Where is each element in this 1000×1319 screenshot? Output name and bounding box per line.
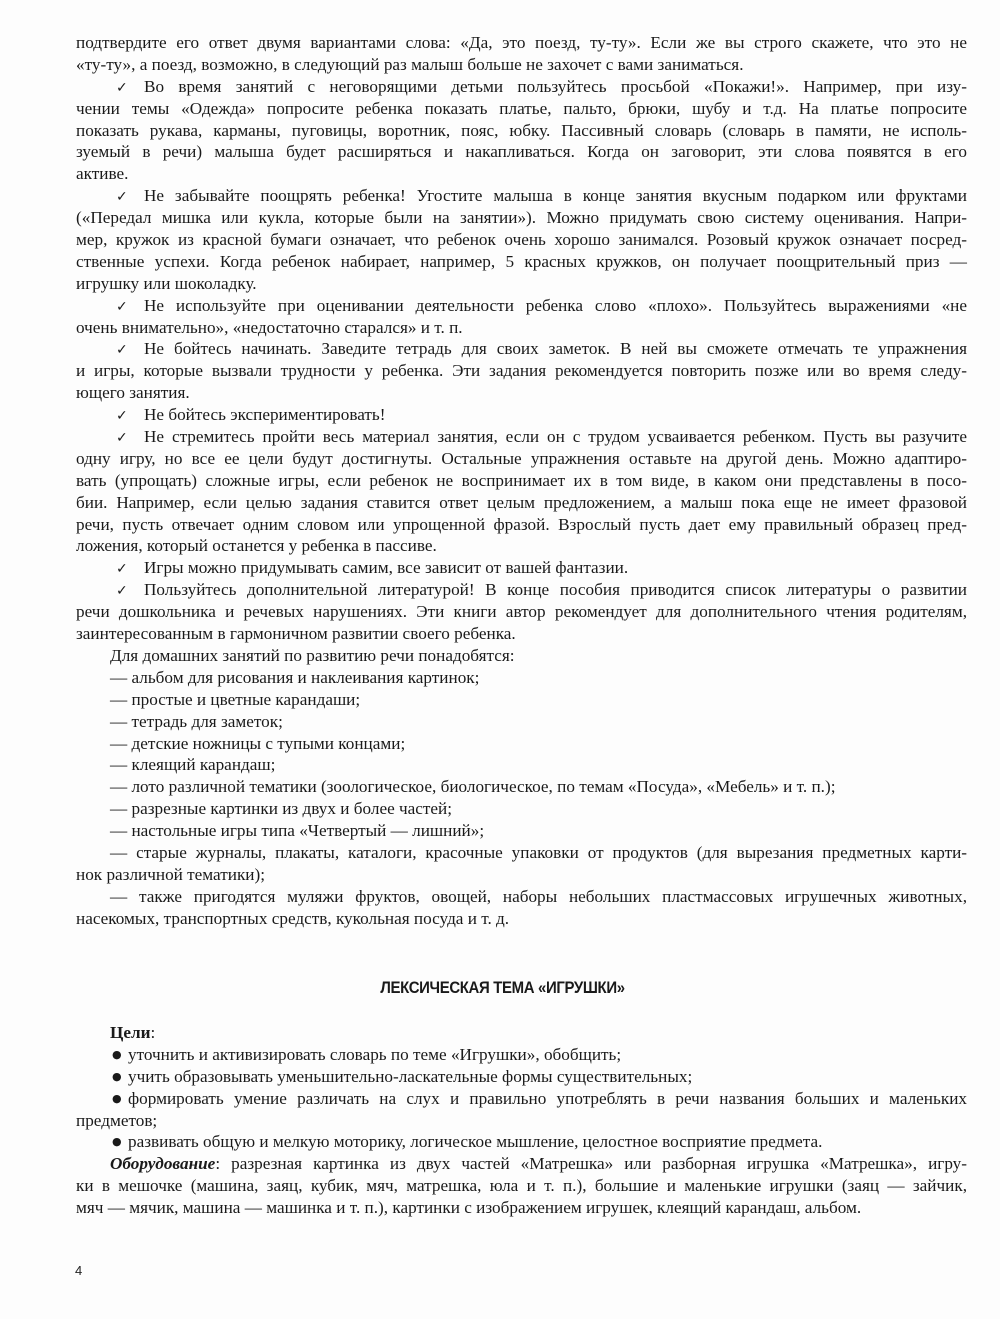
text-line: активе. (76, 164, 129, 184)
checkmark-icon: ✓ (116, 342, 128, 359)
page-number: 4 (75, 1263, 83, 1278)
text-line: — также пригодятся муляжи фруктов, овощей, наборы небольших пластмассовых игрушечных животных, (110, 886, 967, 906)
text-line: — тетрадь для заметок; (110, 711, 283, 731)
equipment-line: ки в мешочке (машина, заяц, кубик, мяч, матрешка, юла и т. п.), большие и маленькие игрушки (заяц — зайчик, (76, 1176, 967, 1196)
text-line: — лото различной тематики (зоологическое, биологическое, по темам «Посуда», «Мебель» и т. п.); (110, 777, 836, 797)
equipment-line: Оборудование: разрезная картинка из двух частей «Матрешка» или разборная игрушка «Матрешка», игру- (110, 1154, 967, 1174)
equipment-label: Оборудование (110, 1154, 216, 1174)
text-line: мер, кружок из красной бумаги означает, что ребенок очень хорошо занимался. Розовый кружок означает посред- (76, 230, 967, 250)
goal-item-continuation: предметов; (76, 1110, 158, 1130)
text-line: очень внимательно», «недостаточно старался» и т. п. (76, 317, 463, 337)
text-line: — старые журналы, плакаты, каталоги, красочные упаковки от продуктов (для вырезания предметных карти- (110, 842, 967, 862)
checklist-item-line: ✓ Не бойтесь начинать. Заведите тетрадь для своих заметок. В ней вы сможете отмечать те упражнения (76, 338, 967, 360)
text-line: и игры, которые вызвали трудности у ребенка. Эти задания рекомендуется повторить позже или во время следу- (76, 361, 967, 381)
text-line: бии. Например, если целью задания ставится ответ целым предложением, а малыш пока еще не имеет фразовой (76, 492, 967, 512)
section-heading: ЛЕКСИЧЕСКАЯ ТЕМА «ИГРУШКИ» (380, 978, 625, 997)
text-line: игрушку или шоколадку. (76, 273, 257, 293)
checklist-item-line: ✓ Пользуйтесь дополнительной литературой! В конце пособия приводится список литературы о развитии (76, 579, 967, 601)
text-line: ющего занятия. (76, 383, 190, 403)
text-line: подтвердите его ответ двумя вариантами слова: «Да, это поезд, ту-ту». Если же вы строго скажете, что это не (76, 33, 967, 52)
text-line: показать рукава, карманы, пуговицы, воротник, пояс, юбку. Пассивный словарь (словарь в памяти, не исполь- (76, 120, 967, 140)
checklist-item-line: ✓ Не забывайте поощрять ребенка! Угостите малыша в конце занятия вкусным подарком или фруктами (76, 185, 967, 207)
goal-item: ● формировать умение различать на слух и правильно употреблять в речи названия больших и маленьких (112, 1088, 967, 1108)
text-line: — разрезные картинки из двух и более частей; (110, 799, 453, 819)
checklist-item-line: ✓ Во время занятий с неговорящими детьми пользуйтесь просьбой «Покажи!». Например, при изу- (76, 76, 967, 98)
body-text (76, 32, 967, 930)
goals-title: Цели: (110, 1023, 156, 1042)
text-line: вать (упрощать) сложные игры, если ребенок не воспринимает их в том виде, в каком они представлены в посо- (76, 470, 967, 490)
text-line: заинтересованным в гармоничном развитии своего ребенка. (76, 624, 516, 644)
goals-block (76, 1022, 967, 1219)
text-line: насекомых, транспортных средств, кукольная посуда и т. д. (76, 908, 510, 928)
text-line: — простые и цветные карандаши; (110, 689, 361, 709)
checkmark-icon: ✓ (116, 430, 128, 447)
text-line: речи, пусть отвечает одним словом или упрощенной фразой. Взрослый пусть дает ему правильный образец пред- (76, 514, 967, 534)
text-line: нок различной тематики); (76, 864, 265, 884)
text-line: зуемый в речи) малыша будет расширяться и накапливаться. Когда он заговорит, эти слова появятся в его (76, 142, 967, 162)
text-line: («Передал мишка или кукла, которые были на занятии»). Можно придумать свою систему оценивания. Напри- (76, 208, 967, 228)
text-line: одну игру, но все ее цели будут достигнуты. Остальные упражнения оставьте на другой день. Можно адаптиро- (76, 448, 967, 468)
bullet-icon: ● (112, 1047, 122, 1061)
goal-item: ● уточнить и активизировать словарь по теме «Игрушки», обобщить; (112, 1044, 622, 1064)
text-line: чении темы «Одежда» попросите ребенка показать платье, пальто, брюки, шубу и т.д. На платье попросите (76, 98, 967, 118)
equipment-line: мяч — мячик, машина — машинка и т. п.), картинки с изображением игрушек, клеящий карандаш, альбом. (76, 1198, 862, 1218)
checkmark-icon: ✓ (116, 561, 128, 578)
text-line: ственные успехи. Когда ребенок набирает, например, 5 красных кружков, он получает поощрительный приз — (76, 251, 967, 271)
text-line: — альбом для рисования и наклеивания картинок; (110, 667, 480, 687)
bullet-icon: ● (112, 1069, 122, 1083)
goals-label: Цели (110, 1023, 151, 1042)
goal-item: ● развивать общую и мелкую моторику, логическое мышление, целостное восприятие предмета. (112, 1132, 823, 1152)
text-line: — детские ножницы с тупыми концами; (110, 733, 406, 753)
checkmark-icon: ✓ (116, 408, 128, 425)
bullet-icon: ● (112, 1135, 122, 1149)
checklist-item-line: ✓ Не используйте при оценивании деятельности ребенка слово «плохо». Пользуйтесь выражениями «не (76, 295, 967, 317)
checklist-item-line: ✓ Не бойтесь экспериментировать! (76, 404, 967, 426)
checklist-item-line: ✓ Игры можно придумывать самим, все зависит от вашей фантазии. (76, 557, 967, 579)
checkmark-icon: ✓ (116, 189, 128, 206)
checklist-item-line: ✓ Не стремитесь пройти весь материал занятия, если он с трудом усваивается ребенком. Пусть вы разучите (76, 426, 967, 448)
checkmark-icon: ✓ (116, 583, 128, 600)
goal-item: ● учить образовывать уменьшительно-ласкательные формы существительных; (112, 1066, 693, 1086)
checkmark-icon: ✓ (116, 79, 128, 96)
text-line: Для домашних занятий по развитию речи понадобятся: (110, 645, 515, 665)
text-line: «ту-ту», а поезд, возможно, в следующий раз малыш больше не захочет с вами заниматься. (76, 54, 744, 74)
text-line: ложения, который останется у ребенка в пассиве. (76, 536, 437, 556)
text-line: — клеящий карандаш; (110, 755, 276, 775)
checkmark-icon: ✓ (116, 298, 128, 315)
bullet-icon: ● (112, 1091, 122, 1105)
text-line: речи дошкольника и речевых нарушениях. Эти книги автор рекомендует для дополнительного чтения родителям, (76, 602, 967, 622)
text-line: — настольные игры типа «Четвертый — лишний»; (110, 821, 485, 841)
